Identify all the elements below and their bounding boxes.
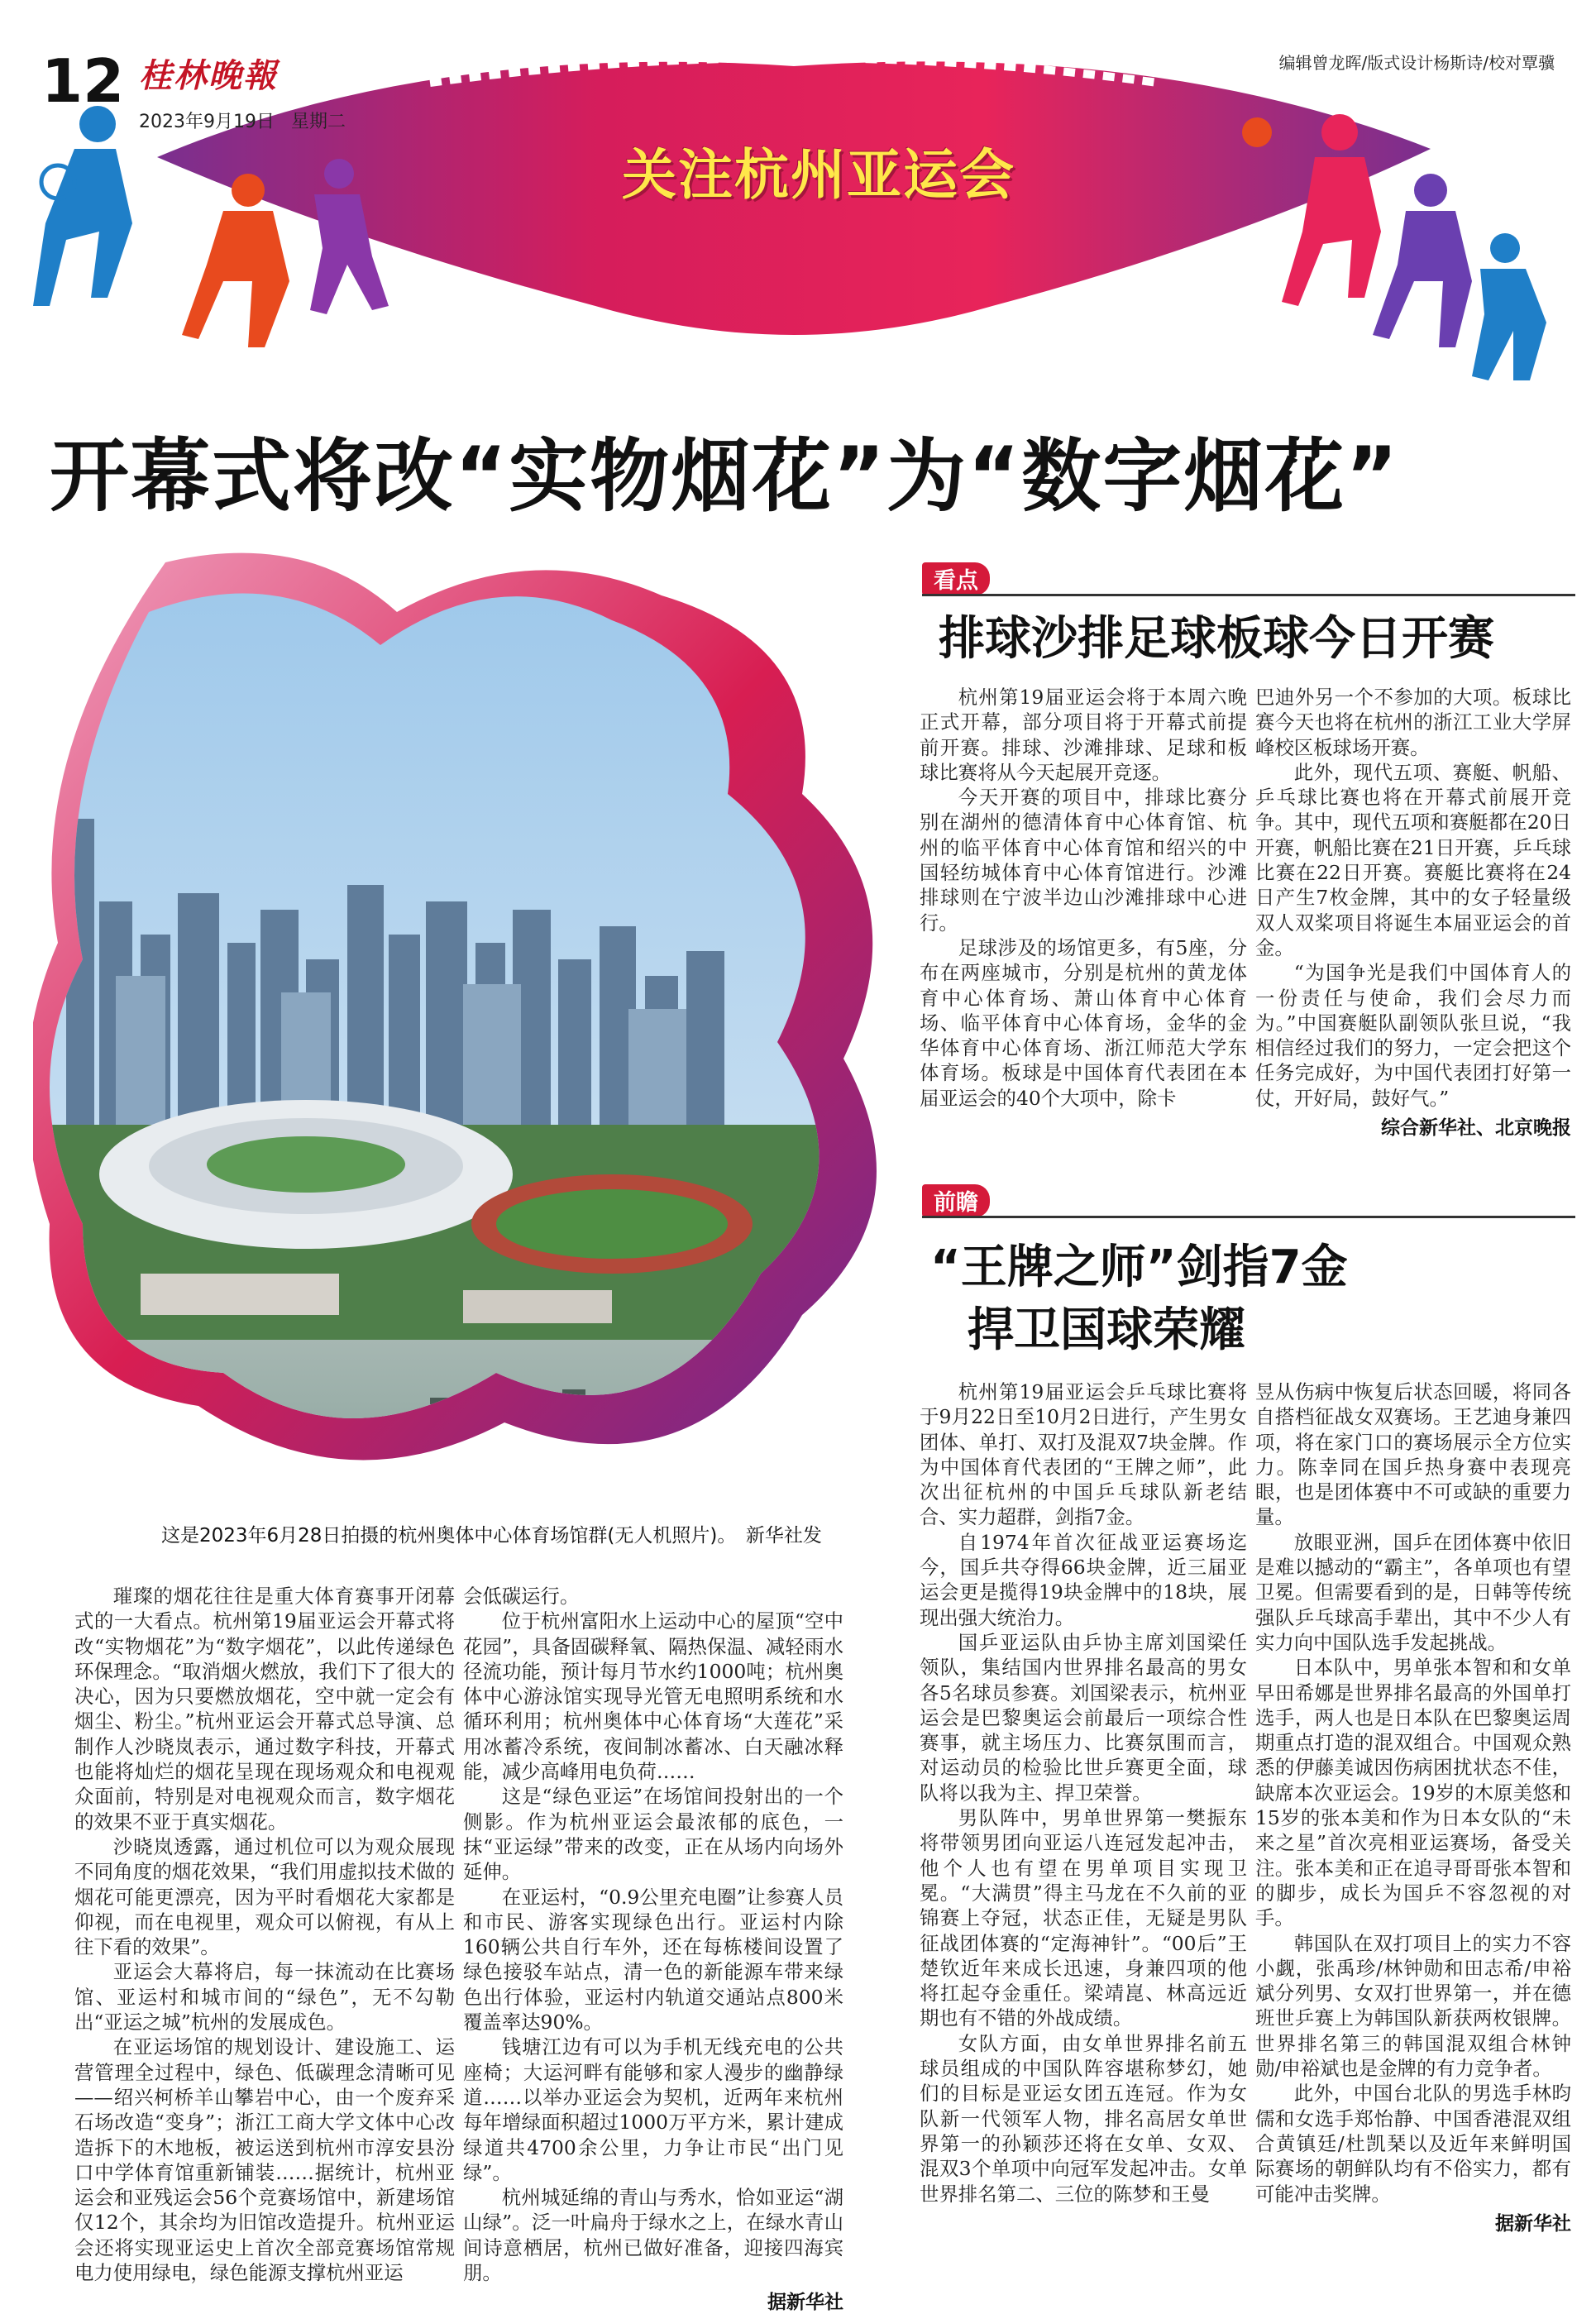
paragraph: 位于杭州富阳水上运动中心的屋顶“空中花园”，具备固碳释氧、隔热保温、减轻雨水径流功能，预计每月节水约1000吨；杭州奥体中心游泳馆实现导光管无电照明系统和水循环利用；杭州奥体中心体育场“大莲花”采用冰蓄冷系统，夜间制冰蓄冰、白天融冰释能，减少高峰用电负荷…… [463, 1609, 843, 1784]
stadium-aerial-photo [33, 546, 893, 1497]
byline: 据新华社 [767, 2292, 843, 2314]
paragraph: 此外，中国台北队的男选手林昀儒和女选手郑怡静、中国香港混双组合黄镇廷/杜凯琹以及近年来鲜明国际赛场的朝鲜队均有不俗实力，都有可能冲击奖牌。 [1255, 2082, 1571, 2206]
photo-caption: 这是2023年6月28日拍摄的杭州奥体中心体育场馆群(无人机照片)。 新华社发 [161, 1525, 822, 1547]
divider [922, 594, 1575, 596]
paragraph: 昱从伤病中恢复后状态回暖，将同各自搭档征战女双赛场。王艺迪身兼四项，将在家门口的赛场展示全方位实力。陈幸同在国乒热身赛中表现亮眼，也是团体赛中不可或缺的重要力量。 [1255, 1380, 1571, 1529]
paragraph: 在亚运村，“0.9公里充电圈”让参赛人员和市民、游客实现绿色出行。亚运村内除160辆公共自行车外，还在每栋楼间设置了绿色接驳车站点，清一色的新能源车带来绿色出行体验，亚运村内轨道交通站点800米覆盖率达90%。 [463, 1885, 843, 2034]
paragraph: 在亚运场馆的规划设计、建设施工、运营管理全过程中，绿色、低碳理念清晰可见——绍兴柯桥羊山攀岩中心，由一个废弃采石场改造“变身”；浙江工商大学文体中心改造拆下的木地板，被运送到杭州市淳安县汾口中学体育馆重新铺装……据统计，杭州亚运会和亚残运会56个竞赛场馆中，新建场馆仅12个，其余均为旧馆改造提升。杭州亚运会还将实现亚运史上首次全部竞赛场馆常规电力使用绿电，绿色能源支撑杭州亚运 [74, 2035, 455, 2285]
paragraph: 今天开赛的项目中，排球比赛分别在湖州的德清体育中心体育馆、杭州的临平体育中心体育馆和绍兴的中国轻纺城体育中心体育馆进行。沙滩排球则在宁波半边山沙滩排球中心进行。 [920, 786, 1247, 935]
main-headline: 开幕式将改“实物烟花”为“数字烟花” [50, 430, 1400, 523]
story-headline: 排球沙排足球板球今日开赛 [939, 612, 1494, 666]
paragraph: 国乒亚运队由乒协主席刘国梁任领队，集结国内世界排名最高的男女各5名球员参赛。刘国梁表示，杭州亚运会是巴黎奥运会前最后一项综合性赛事，就主场压力、比赛氛围而言，对运动员的检验比世乒赛更全面，球队将以我为主、捍卫荣誉。 [920, 1630, 1247, 1805]
paragraph: 璀璨的烟花往往是重大体育赛事开闭幕式的一大看点。杭州第19届亚运会开幕式将改“实物烟花”为“数字烟花”，以此传递绿色环保理念。“取消烟火燃放，我们下了很大的决心，因为只要燃放烟花，空中就一定会有烟尘、粉尘。”杭州亚运会开幕式总导演、总制作人沙晓岚表示，通过数字科技，开幕式也能将灿烂的烟花呈现在现场观众和电视观众面前，特别是对电视观众而言，数字烟花的效果不亚于真实烟花。 [74, 1585, 455, 1834]
paragraph: 此外，现代五项、赛艇、帆船、乒乓球比赛也将在开幕式前展开竞争。其中，现代五项和赛艇都在20日开赛，帆船比赛在21日开赛，乒乓球比赛在22日开赛。赛艇比赛将在24日产生7枚金牌，其中的女子轻量级双人双桨项目将诞生本届亚运会的首金。 [1255, 760, 1571, 959]
paragraph: 会低碳运行。 [463, 1585, 580, 1608]
paragraph: 自1974年首次征战亚运赛场迄今，国乒共夺得66块金牌，近三届亚运会更是揽得19块金牌中的18块，展现出强大统治力。 [920, 1530, 1247, 1629]
editor-credits: 编辑曾龙晖/版式设计杨斯诗/校对覃骥 [1278, 53, 1555, 73]
byline: 综合新华社、北京晚报 [1381, 1117, 1571, 1140]
section-banner-title: 关注杭州亚运会 [622, 143, 1015, 207]
byline: 据新华社 [1495, 2212, 1571, 2235]
story1-column-1 [920, 685, 1247, 1111]
paragraph: 女队方面，由女单世界排名前五球员组成的中国队阵容堪称梦幻，她们的目标是亚运女团五连冠。作为女队新一代领军人物，排名高居女单世界第一的孙颖莎还将在女单、女双、混双3个单项中向冠军发起冲击。女单世界排名第二、三位的陈梦和王曼 [920, 2031, 1247, 2206]
page-number: 12 [41, 46, 125, 116]
paragraph: 杭州城延绵的青山与秀水，恰如亚运“湖山绿”。泛一叶扁舟于绿水之上，在绿水青山间诗意栖居，杭州已做好准备，迎接四海宾朋。 [463, 2186, 843, 2285]
paragraph: 日本队中，男单张本智和和女单早田希娜是世界排名最高的外国单打选手，两人也是日本队在巴黎奥运周期重点打造的混双组合。中国观众熟悉的伊藤美诚因伤病困扰状态不佳，缺席本次亚运会。19岁的木原美悠和15岁的张本美和作为日本女队的“未来之星”首次亮相亚运赛场，备受关注。张本美和正在追寻哥哥张本智和的脚步，成长为国乒不容忽视的对手。 [1255, 1656, 1571, 1930]
story2-column-2 [1255, 1379, 1571, 2235]
paragraph: 钱塘江边有可以为手机无线充电的公共座椅；大运河畔有能够和家人漫步的幽静绿道……以举办亚运会为契机，近两年来杭州每年增绿面积超过1000万平方米，累计建成绿道共4700余公里，力争让市民“出门见绿”。 [463, 2035, 843, 2184]
story-headline-line-2: 捍卫国球荣耀 [968, 1303, 1245, 1357]
main-story-column-2 [463, 1584, 843, 2314]
divider [922, 1216, 1575, 1218]
paragraph: 足球涉及的场馆更多，有5座，分布在两座城市，分别是杭州的黄龙体育中心体育场、萧山体育中心体育场、临平体育中心体育场，金华的金华体育中心体育场、浙江师范大学东体育场。板球是中国体育代表团在本届亚运会的40个大项中，除卡 [920, 935, 1247, 1110]
paragraph: 韩国队在双打项目上的实力不容小觑，张禹珍/林钟勋和田志希/申裕斌分列男、女双打世界第一，并在德班世乒赛上为韩国队新获两枚银牌。世界排名第三的韩国混双组合林钟勋/申裕斌也是金牌的有力竞争者。 [1255, 1931, 1571, 2081]
newspaper-logo: 桂林晚報 [139, 56, 278, 95]
paragraph: “为国争光是我们中国体育人的一份责任与使命，我们会尽力而为。”中国赛艇队副领队张旦说，“我相信经过我们的努力，一定会把这个任务完成好，为中国代表团打好第一仗，开好局，鼓好气。” [1255, 961, 1571, 1110]
issue-weekday: 星期二 [291, 112, 346, 132]
paragraph: 男队阵中，男单世界第一樊振东将带领男团向亚运八连冠发起冲击，他个人也有望在男单项目实现卫冕。“大满贯”得主马龙在不久前的亚锦赛上夺冠，状态正佳，无疑是男队征战团体赛的“定海神针”。“00后”王楚钦近年来成长迅速，身兼四项的他将扛起夺金重任。梁靖崑、林高远近期也有不错的外战成绩。 [920, 1806, 1247, 2030]
paragraph: 巴迪外另一个不参加的大项。板球比赛今天也将在杭州的浙江工业大学屏峰校区板球场开赛。 [1255, 686, 1571, 759]
section-tag: 前瞻 [922, 1184, 990, 1217]
story-headline: “王牌之师”剑指7金 [930, 1241, 1348, 1294]
issue-date: 2023年9月19日 [139, 112, 275, 132]
paragraph: 沙晓岚透露，通过机位可以为观众展现不同角度的烟花效果，“我们用虚拟技术做的烟花可能更漂亮，因为平时看烟花大家都是仰视，而在电视里，观众可以俯视，有从上往下看的效果”。 [74, 1834, 455, 1959]
paragraph: 这是“绿色亚运”在场馆间投射出的一个侧影。作为杭州亚运会最浓郁的底色，一抹“亚运绿”带来的改变，正在从场内向场外延伸。 [463, 1785, 843, 1884]
paragraph: 亚运会大幕将启，每一抹流动在比赛场馆、亚运村和城市间的“绿色”，无不勾勒出“亚运之城”杭州的发展成色。 [74, 1960, 455, 2034]
section-tag: 看点 [922, 562, 990, 595]
main-story-column-1 [74, 1584, 455, 2285]
story2-column-1 [920, 1379, 1247, 2206]
paragraph: 放眼亚洲，国乒在团体赛中依旧是难以撼动的“霸主”，各单项也有望卫冕。但需要看到的是，日韩等传统强队乒乓球高手辈出，其中不少人有实力向中国队选手发起挑战。 [1255, 1530, 1571, 1654]
paragraph: 杭州第19届亚运会将于本周六晚正式开幕，部分项目将于开幕式前提前开赛。排球、沙滩排球、足球和板球比赛将从今天起展开竞逐。 [920, 686, 1247, 784]
paragraph: 杭州第19届亚运会乒乓球比赛将于9月22日至10月2日进行，产生男女团体、单打、双打及混双7块金牌。作为中国体育代表团的“王牌之师”，此次出征杭州的中国乒乓球队新老结合、实力超群，剑指7金。 [920, 1380, 1247, 1529]
story1-column-2 [1255, 685, 1571, 1140]
